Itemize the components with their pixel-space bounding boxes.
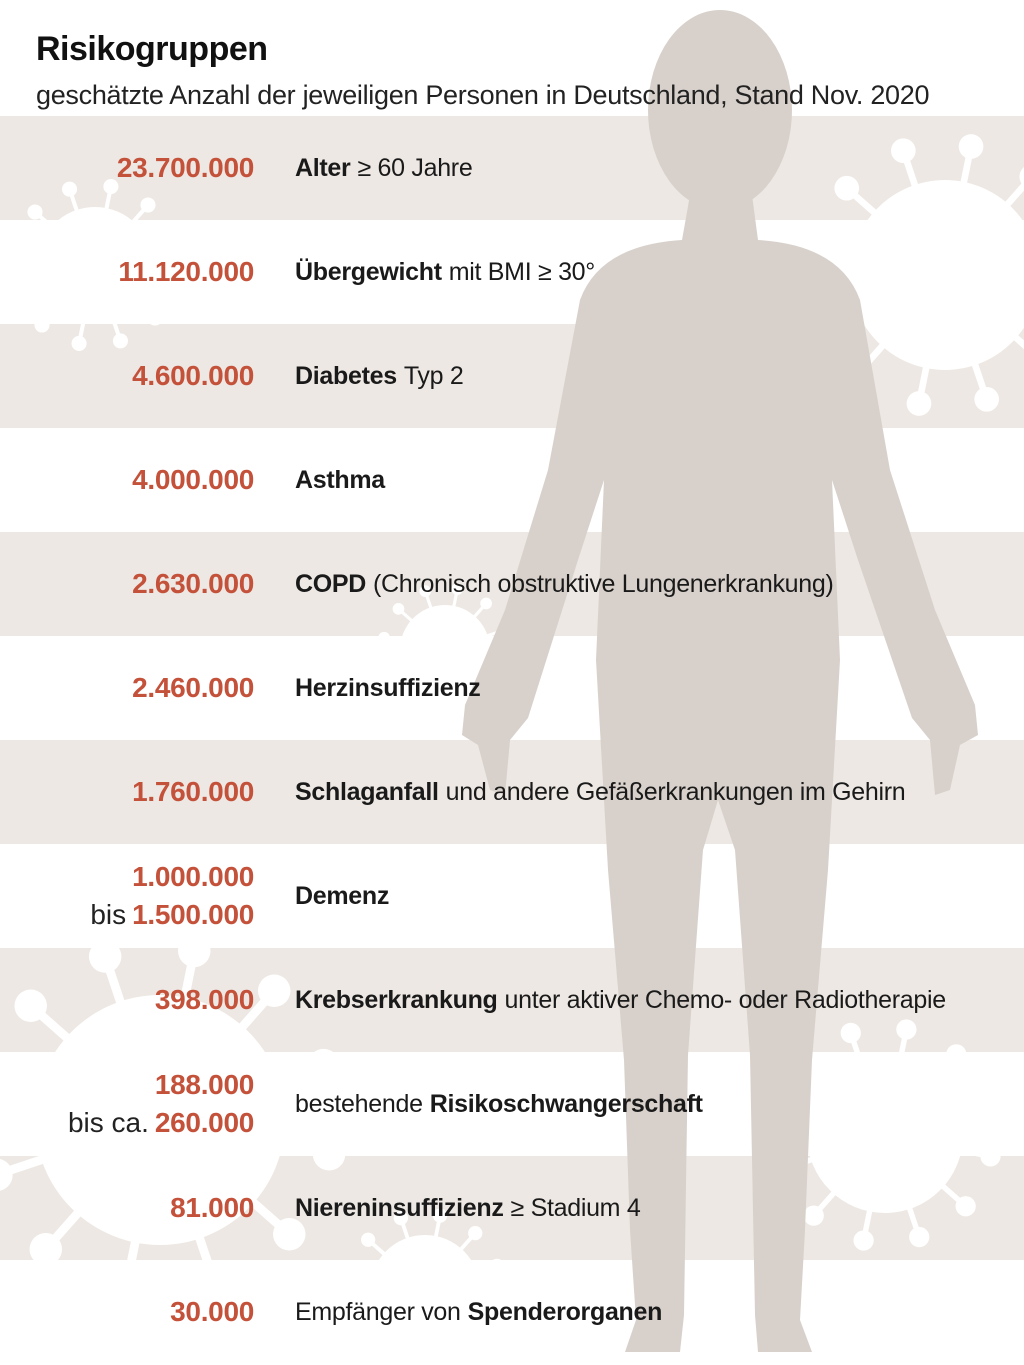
group-label (295, 948, 946, 1052)
count-number: 2.460.000 (132, 672, 254, 703)
group-label-detail: mit BMI ≥ 30° (448, 257, 595, 286)
group-label (295, 1156, 640, 1260)
chart-title: Risikogruppen (36, 30, 268, 68)
group-label-bold: Demenz (295, 881, 390, 910)
group-label-bold: COPD (295, 569, 367, 598)
group-label (295, 116, 472, 220)
count-value (90, 844, 254, 948)
risk-group-row (0, 1052, 1024, 1156)
count-number: 4.600.000 (132, 360, 254, 391)
count-number: 1.500.000 (132, 899, 254, 930)
count-line (155, 981, 254, 1019)
count-number: 188.000 (154, 1069, 254, 1100)
group-label-bold: Risikoschwangerschaft (429, 1089, 703, 1118)
count-line (170, 1293, 254, 1331)
group-label-detail: und andere Gefäßerkrankungen im Gehirn (445, 777, 906, 806)
group-label (295, 428, 385, 532)
count-value (132, 428, 254, 532)
risk-group-row (0, 428, 1024, 532)
group-label-detail: unter aktiver Chemo- oder Radiotherapie (504, 985, 946, 1014)
count-line (68, 1104, 254, 1142)
group-label-bold: Alter (295, 153, 351, 182)
risk-group-row (0, 324, 1024, 428)
count-number: 81.000 (170, 1192, 254, 1223)
risk-group-row (0, 948, 1024, 1052)
risk-group-row (0, 1156, 1024, 1260)
count-prefix: bis ca. (67, 1107, 149, 1138)
group-label-bold: Asthma (295, 465, 385, 494)
count-number: 260.000 (154, 1107, 254, 1138)
count-value (170, 1260, 254, 1364)
count-number: 2.630.000 (132, 568, 254, 599)
count-line (132, 461, 254, 499)
group-label (295, 740, 905, 844)
risk-group-row (0, 1260, 1024, 1364)
count-number: 1.000.000 (132, 861, 254, 892)
group-label (295, 844, 389, 948)
group-label-detail: (Chronisch obstruktive Lungenerkrankung) (373, 569, 834, 598)
count-prefix: bis (90, 899, 127, 930)
count-number: 1.760.000 (132, 776, 254, 807)
risk-group-row (0, 116, 1024, 220)
group-label (295, 1052, 703, 1156)
count-number: 398.000 (154, 984, 254, 1015)
group-label-bold: Diabetes (295, 361, 397, 390)
group-label-detail: Empfänger von (295, 1297, 461, 1326)
count-number: 30.000 (170, 1296, 254, 1327)
count-value (170, 1156, 254, 1260)
count-line (90, 896, 254, 934)
risk-group-row (0, 740, 1024, 844)
group-label (295, 532, 834, 636)
count-line (118, 253, 254, 291)
count-line (170, 1189, 254, 1227)
risk-group-row (0, 844, 1024, 948)
group-label-detail: ≥ Stadium 4 (510, 1193, 641, 1222)
count-value (118, 220, 254, 324)
count-value (68, 1052, 254, 1156)
count-value (132, 532, 254, 636)
count-number: 4.000.000 (132, 464, 254, 495)
count-line (117, 149, 254, 187)
count-value (132, 740, 254, 844)
group-label-detail: Typ 2 (403, 361, 464, 390)
chart-subtitle: geschätzte Anzahl der jeweiligen Personen in Deutschland, Stand Nov. 2020 (36, 80, 930, 110)
risk-group-row (0, 532, 1024, 636)
count-line (132, 858, 254, 896)
count-value (117, 116, 254, 220)
group-label-detail: bestehende (295, 1089, 423, 1118)
count-line (132, 357, 254, 395)
group-label (295, 220, 595, 324)
group-label-bold: Übergewicht (295, 257, 442, 286)
group-label-bold: Schlaganfall (295, 777, 439, 806)
group-label-bold: Krebserkrankung (295, 985, 498, 1014)
count-line (132, 773, 254, 811)
count-number: 23.700.000 (116, 152, 254, 183)
count-value (132, 636, 254, 740)
risk-group-row (0, 636, 1024, 740)
count-value (155, 948, 254, 1052)
group-label-bold: Herzinsuffizienz (295, 673, 481, 702)
count-line (132, 669, 254, 707)
count-number: 11.120.000 (118, 256, 254, 287)
group-label-bold: Niereninsuffizienz (295, 1193, 504, 1222)
count-value (132, 324, 254, 428)
group-label-detail: ≥ 60 Jahre (357, 153, 473, 182)
count-line (132, 565, 254, 603)
group-label (295, 636, 481, 740)
count-line (155, 1066, 254, 1104)
group-label (295, 324, 463, 428)
risk-group-row (0, 220, 1024, 324)
group-label-bold: Spenderorganen (467, 1297, 663, 1326)
group-label (295, 1260, 662, 1364)
